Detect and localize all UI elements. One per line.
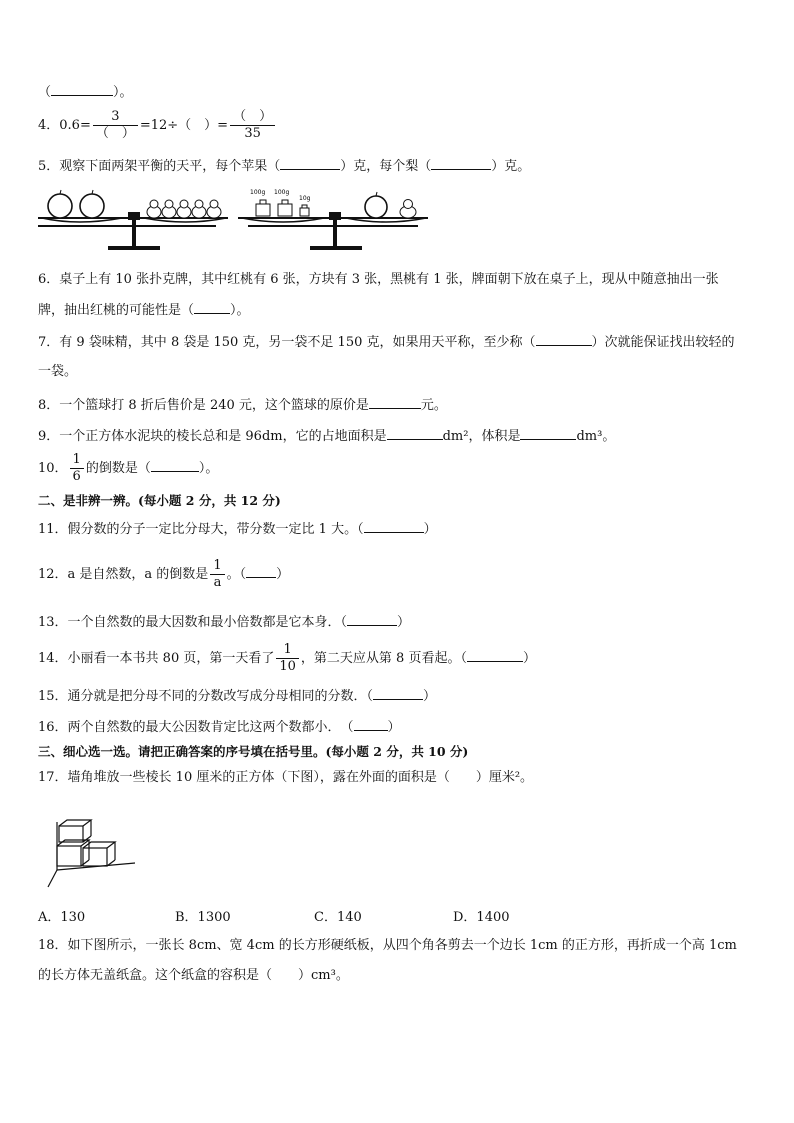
question-11 — [38, 519, 437, 539]
q9-text-c: dm³。 — [576, 429, 616, 444]
q9-text-a: 9．一个正方体水泥块的棱长总和是 96dm，它的占地面积是 — [38, 429, 387, 444]
question-14 — [38, 642, 536, 675]
q14-num: 1 — [276, 642, 299, 659]
question-16 — [38, 717, 401, 737]
q10-den: 6 — [72, 469, 81, 484]
q13-text-a: 13．一个自然数的最大因数和最小倍数都是它本身．（ — [38, 615, 348, 630]
apple-icon — [48, 190, 72, 218]
question-9 — [38, 426, 615, 446]
q4-f2-num[interactable]: （ ） — [230, 109, 275, 126]
weight-label: 10g — [299, 195, 311, 202]
q15-text-a: 15．通分就是把分母不同的分数改写成分母相同的分数．（ — [38, 689, 374, 704]
q10-text-c: ）。 — [198, 461, 219, 476]
q10-fraction — [70, 452, 84, 485]
q4-fraction-1 — [93, 109, 138, 142]
q9-volume-blank[interactable] — [520, 426, 576, 440]
weight-10g-icon — [300, 205, 309, 216]
q4-prefix: 4．0.6= — [38, 118, 91, 133]
pear-icon — [192, 200, 206, 218]
balance-scales-illustration — [38, 182, 428, 257]
q5-pear-blank[interactable] — [431, 156, 491, 170]
q13-text-b: ） — [397, 615, 411, 630]
pear-icon — [162, 200, 176, 218]
question-6-line2 — [38, 300, 250, 320]
option-b[interactable]: B．1300 — [175, 910, 231, 925]
pear-icon — [147, 200, 161, 218]
q9-text-b: dm²，体积是 — [442, 429, 521, 444]
q7-text-a: 7．有 9 袋味精，其中 8 袋是 150 克，另一袋不足 150 克，如果用天平称，至少称（ — [38, 335, 536, 350]
q11-text-b: ） — [423, 522, 437, 537]
question-4 — [38, 109, 277, 142]
q9-area-blank[interactable] — [387, 426, 443, 440]
q15-answer-blank[interactable] — [373, 686, 423, 700]
q10-num: 1 — [70, 452, 84, 469]
q3-open: （ — [38, 85, 52, 100]
q5-text-a: 5．观察下面两架平衡的天平，每个苹果（ — [38, 159, 281, 174]
pear-icon — [177, 200, 191, 218]
q12-fraction — [210, 558, 224, 591]
question-15 — [38, 686, 436, 706]
q5-text-c: ）克。 — [491, 159, 531, 174]
section-3-heading: 三、细心选一选。请把正确答案的序号填在括号里。(每小题 2 分，共 10 分) — [38, 744, 469, 759]
question-13 — [38, 612, 410, 632]
q3-close: ）。 — [113, 85, 133, 100]
question-17: 17．墙角堆放一些棱长 10 厘米的正方体（下图），露在外面的面积是（ ）厘米²。 — [38, 770, 534, 785]
question-10 — [38, 452, 218, 485]
balance-scale-1 — [38, 190, 228, 250]
apple-icon — [80, 190, 104, 218]
q6-answer-blank[interactable] — [194, 300, 230, 314]
apple-icon — [365, 192, 387, 218]
q4-f1-den[interactable]: （ ） — [95, 126, 135, 141]
q6-text-b: ）。 — [230, 303, 250, 318]
option-c[interactable]: C．140 — [314, 910, 362, 925]
q7-text-b: ）次就能保证找出较轻的 — [591, 335, 735, 350]
weight-100g-icon — [256, 200, 270, 216]
question-12 — [38, 558, 289, 591]
option-a[interactable]: A．130 — [38, 910, 86, 925]
question-8 — [38, 395, 447, 415]
q11-text-a: 11．假分数的分子一定比分母大，带分数一定比 1 大。（ — [38, 522, 364, 537]
weight-100g-icon — [278, 200, 292, 216]
pear-icon — [207, 200, 221, 218]
question-6-line1: 6．桌子上有 10 张扑克牌，其中红桃有 6 张，方块有 3 张，黑桃有 1 张，牌面朝下放在桌子上，现从中随意抽出一张 — [38, 272, 719, 287]
q12-text-c: ） — [276, 567, 290, 582]
question-18-line2: 的长方体无盖纸盒。这个纸盒的容积是（ ）cm³。 — [38, 968, 349, 983]
q10-number: 10． — [38, 461, 68, 476]
q12-text-b: 。（ — [226, 567, 247, 582]
q14-answer-blank[interactable] — [467, 648, 523, 662]
q12-den: a — [213, 575, 222, 590]
q14-fraction — [276, 642, 299, 675]
q16-answer-blank[interactable] — [354, 717, 388, 731]
q14-text-c: ） — [522, 651, 536, 666]
q12-num: 1 — [210, 558, 224, 575]
weight-label: 100g — [250, 189, 266, 196]
option-d[interactable]: D．1400 — [453, 910, 510, 925]
pear-icon — [400, 200, 416, 219]
q4-fraction-2 — [230, 109, 275, 142]
q14-text-a: 14．小丽看一本书共 80 页，第一天看了 — [38, 651, 275, 666]
q16-text-a: 16．两个自然数的最大公因数肯定比这两个数都小． （ — [38, 720, 354, 735]
question-5 — [38, 156, 530, 176]
q15-text-b: ） — [423, 689, 437, 704]
q6-text-a: 牌，抽出红桃的可能性是（ — [38, 303, 195, 318]
q8-text-a: 8．一个篮球打 8 折后售价是 240 元，这个篮球的原价是 — [38, 398, 369, 413]
q3-tail — [38, 82, 133, 102]
q14-text-b: ，第二天应从第 8 页看起。（ — [300, 651, 467, 666]
q8-answer-blank[interactable] — [369, 395, 421, 409]
balance-scale-2 — [238, 189, 428, 250]
q4-f1-num: 3 — [93, 109, 138, 126]
weight-label: 100g — [274, 189, 290, 196]
q4-f2-den: 35 — [244, 126, 261, 141]
q7-answer-blank[interactable] — [536, 332, 592, 346]
question-7-line1 — [38, 332, 735, 352]
q3-answer-blank[interactable] — [51, 82, 113, 96]
q5-apple-blank[interactable] — [280, 156, 340, 170]
q4-mid: =12÷（ ）= — [139, 118, 229, 133]
q11-answer-blank[interactable] — [364, 519, 424, 533]
q5-text-b: ）克，每个梨（ — [340, 159, 432, 174]
stacked-cubes-figure — [45, 814, 140, 890]
q14-den: 10 — [279, 659, 296, 674]
q8-text-b: 元。 — [420, 398, 447, 413]
section-2-heading: 二、是非辨一辨。(每小题 2 分，共 12 分) — [38, 493, 281, 508]
q16-text-b: ） — [387, 720, 401, 735]
question-7-line2: 一袋。 — [38, 364, 78, 379]
q12-text-a: 12．a 是自然数，a 的倒数是 — [38, 567, 209, 582]
q10-answer-blank[interactable] — [151, 458, 199, 472]
q10-text-b: 的倒数是（ — [85, 461, 151, 476]
question-18-line1: 18．如下图所示，一张长 8cm、宽 4cm 的长方形硬纸板，从四个角各剪去一个边长 1cm 的正方形，再折成一个高 1cm — [38, 938, 737, 953]
q13-answer-blank[interactable] — [347, 612, 397, 626]
q12-answer-blank[interactable] — [246, 564, 276, 578]
